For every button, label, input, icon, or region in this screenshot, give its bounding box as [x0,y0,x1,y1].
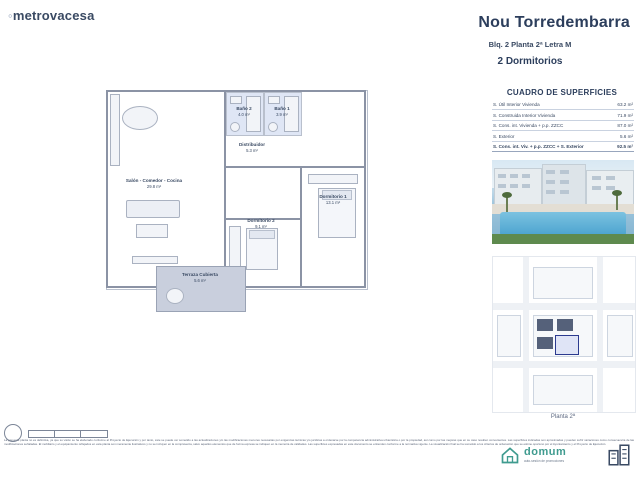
wall [224,166,366,168]
sofa [126,200,180,218]
window [510,184,518,188]
window [560,180,569,184]
palm-crown [502,192,512,198]
toilet [230,122,240,132]
situation-caption: Planta 2ª [550,414,576,420]
palm-crown [612,190,622,196]
scale-bar [6,424,116,438]
window [546,180,555,184]
lawn [492,234,634,244]
surface-value: 92.5 m² [617,143,633,149]
surface-value: 63.2 m² [617,102,633,108]
room-label-bedroom2: Dormitorio 2 9.1 m² [247,218,275,229]
palm-trunk [506,196,508,212]
table-row [492,110,634,120]
sink [230,96,242,104]
coffee-table [136,224,168,238]
sink [268,96,280,104]
wall [364,90,366,288]
scale-segment [54,430,82,438]
surfaces-table [492,100,634,152]
domum-logo [500,440,590,470]
tv-unit [132,256,178,264]
terrace-chair [166,288,184,304]
surface-value: 71.9 m² [617,112,633,118]
window [606,176,615,180]
scale-segment [80,430,108,438]
road [493,303,635,310]
highlighted-unit [555,335,579,355]
dining-table [122,106,158,130]
room-label-hall: Distribuidor 5.3 m² [238,142,266,153]
table-row-total [492,142,634,152]
window [592,186,601,190]
brand-logo [8,8,95,23]
page-title: Nou Torredembarra [478,14,630,31]
surface-label: S. Útil Interior Vivienda [493,102,540,108]
wardrobe [308,174,358,184]
surface-label: S. Construida Interior Vivienda [493,112,556,118]
floor-plan [96,78,396,358]
surface-label: S. Cons. int. Vivienda + p.p. ZZCC [493,123,564,129]
block [533,375,593,405]
window [522,174,530,178]
window [560,190,569,194]
swimming-pool [500,212,626,236]
building-footprint [537,319,553,331]
window [560,170,569,174]
block [533,267,593,299]
room-label-terrace: Terraza Cubierta 5.6 m² [182,272,218,283]
surface-label: S. Exterior [493,133,515,139]
domum-text [524,447,566,463]
room-count: 2 Dormitorios [497,56,563,67]
brand-name: metrovacesa [12,8,95,23]
table-row [492,131,634,141]
wall [106,90,108,288]
unit-subtitle: Blq. 2 Planta 2ª Letra M [488,40,572,49]
corporate-icon [606,442,632,468]
room-label-living: Salón - Comedor - Cocina 29.8 m² [125,178,183,189]
pillow [249,230,275,239]
room-label-bath1: Baño 1 3.9 m² [274,106,290,117]
domum-tagline: auto-sesión de promociones [524,458,565,463]
domum-name: domum [524,445,567,458]
table-row [492,121,634,131]
surface-value: 5.6 m² [619,133,633,139]
palm-trunk [616,194,618,210]
room-label-bedroom1: Dormitorio 1 13.1 m² [319,194,347,205]
window [510,174,518,178]
surface-label: S. Cons. int. Viv. + p.p. ZZCC + S. Exterior [493,143,584,149]
surface-value: 87.0 m² [617,123,633,129]
brand-dot: ◦ [8,8,13,23]
surfaces-title: CUADRO DE SUPERFICIES [506,88,618,97]
block [497,315,521,357]
window [546,190,555,194]
window [522,184,530,188]
wall [300,166,302,288]
scale-segment [28,430,56,438]
toilet [268,122,278,132]
development-photo [492,160,634,244]
situation-map [492,256,636,413]
room-label-bath2: Baño 2 4.0 m² [236,106,252,117]
road [493,361,635,368]
legal-disclaimer: La presente planta no es definitiva, ya que su visión se ha elaborado conforme al Proyecto de Ejecución y por tanto, éste se puede ver sometido a las actualizaciones y/o las modificaciones menores necesarias por exigencias técnicas y/o jurídicas a ordenarse por la competencia administrativa urbanística o por la propiedad, así como por las mejoras que en su caso resulten convenientes. Las superficies indicadas son aproximadas y pueden sufrir variaciones como consecuencia de las modificaciones señaladas. El mobiliario y el equipamiento reflejados en esta planta son meramente ilustrativos y no se incluyen en la compraventa, salvo aquellos elementos que de forma expresa se indiquen en la memoria de calidades. Las superficies expresadas en este documento se entienden conforme a la normativa vigente. La visualización final se ha sometido a los criterios de ordenación que se estime oportuno por el Ayuntamiento y el Proyecto de Ejecución. [4,438,634,447]
window [498,174,506,178]
building-footprint [537,337,553,349]
window [592,176,601,180]
house-icon [500,445,520,465]
road [597,257,603,412]
block [607,315,633,357]
kitchen-counter [110,94,120,166]
building-footprint [557,319,573,331]
window [498,184,506,188]
window [546,170,555,174]
wardrobe [229,226,241,268]
table-row [492,100,634,110]
road [523,257,529,412]
